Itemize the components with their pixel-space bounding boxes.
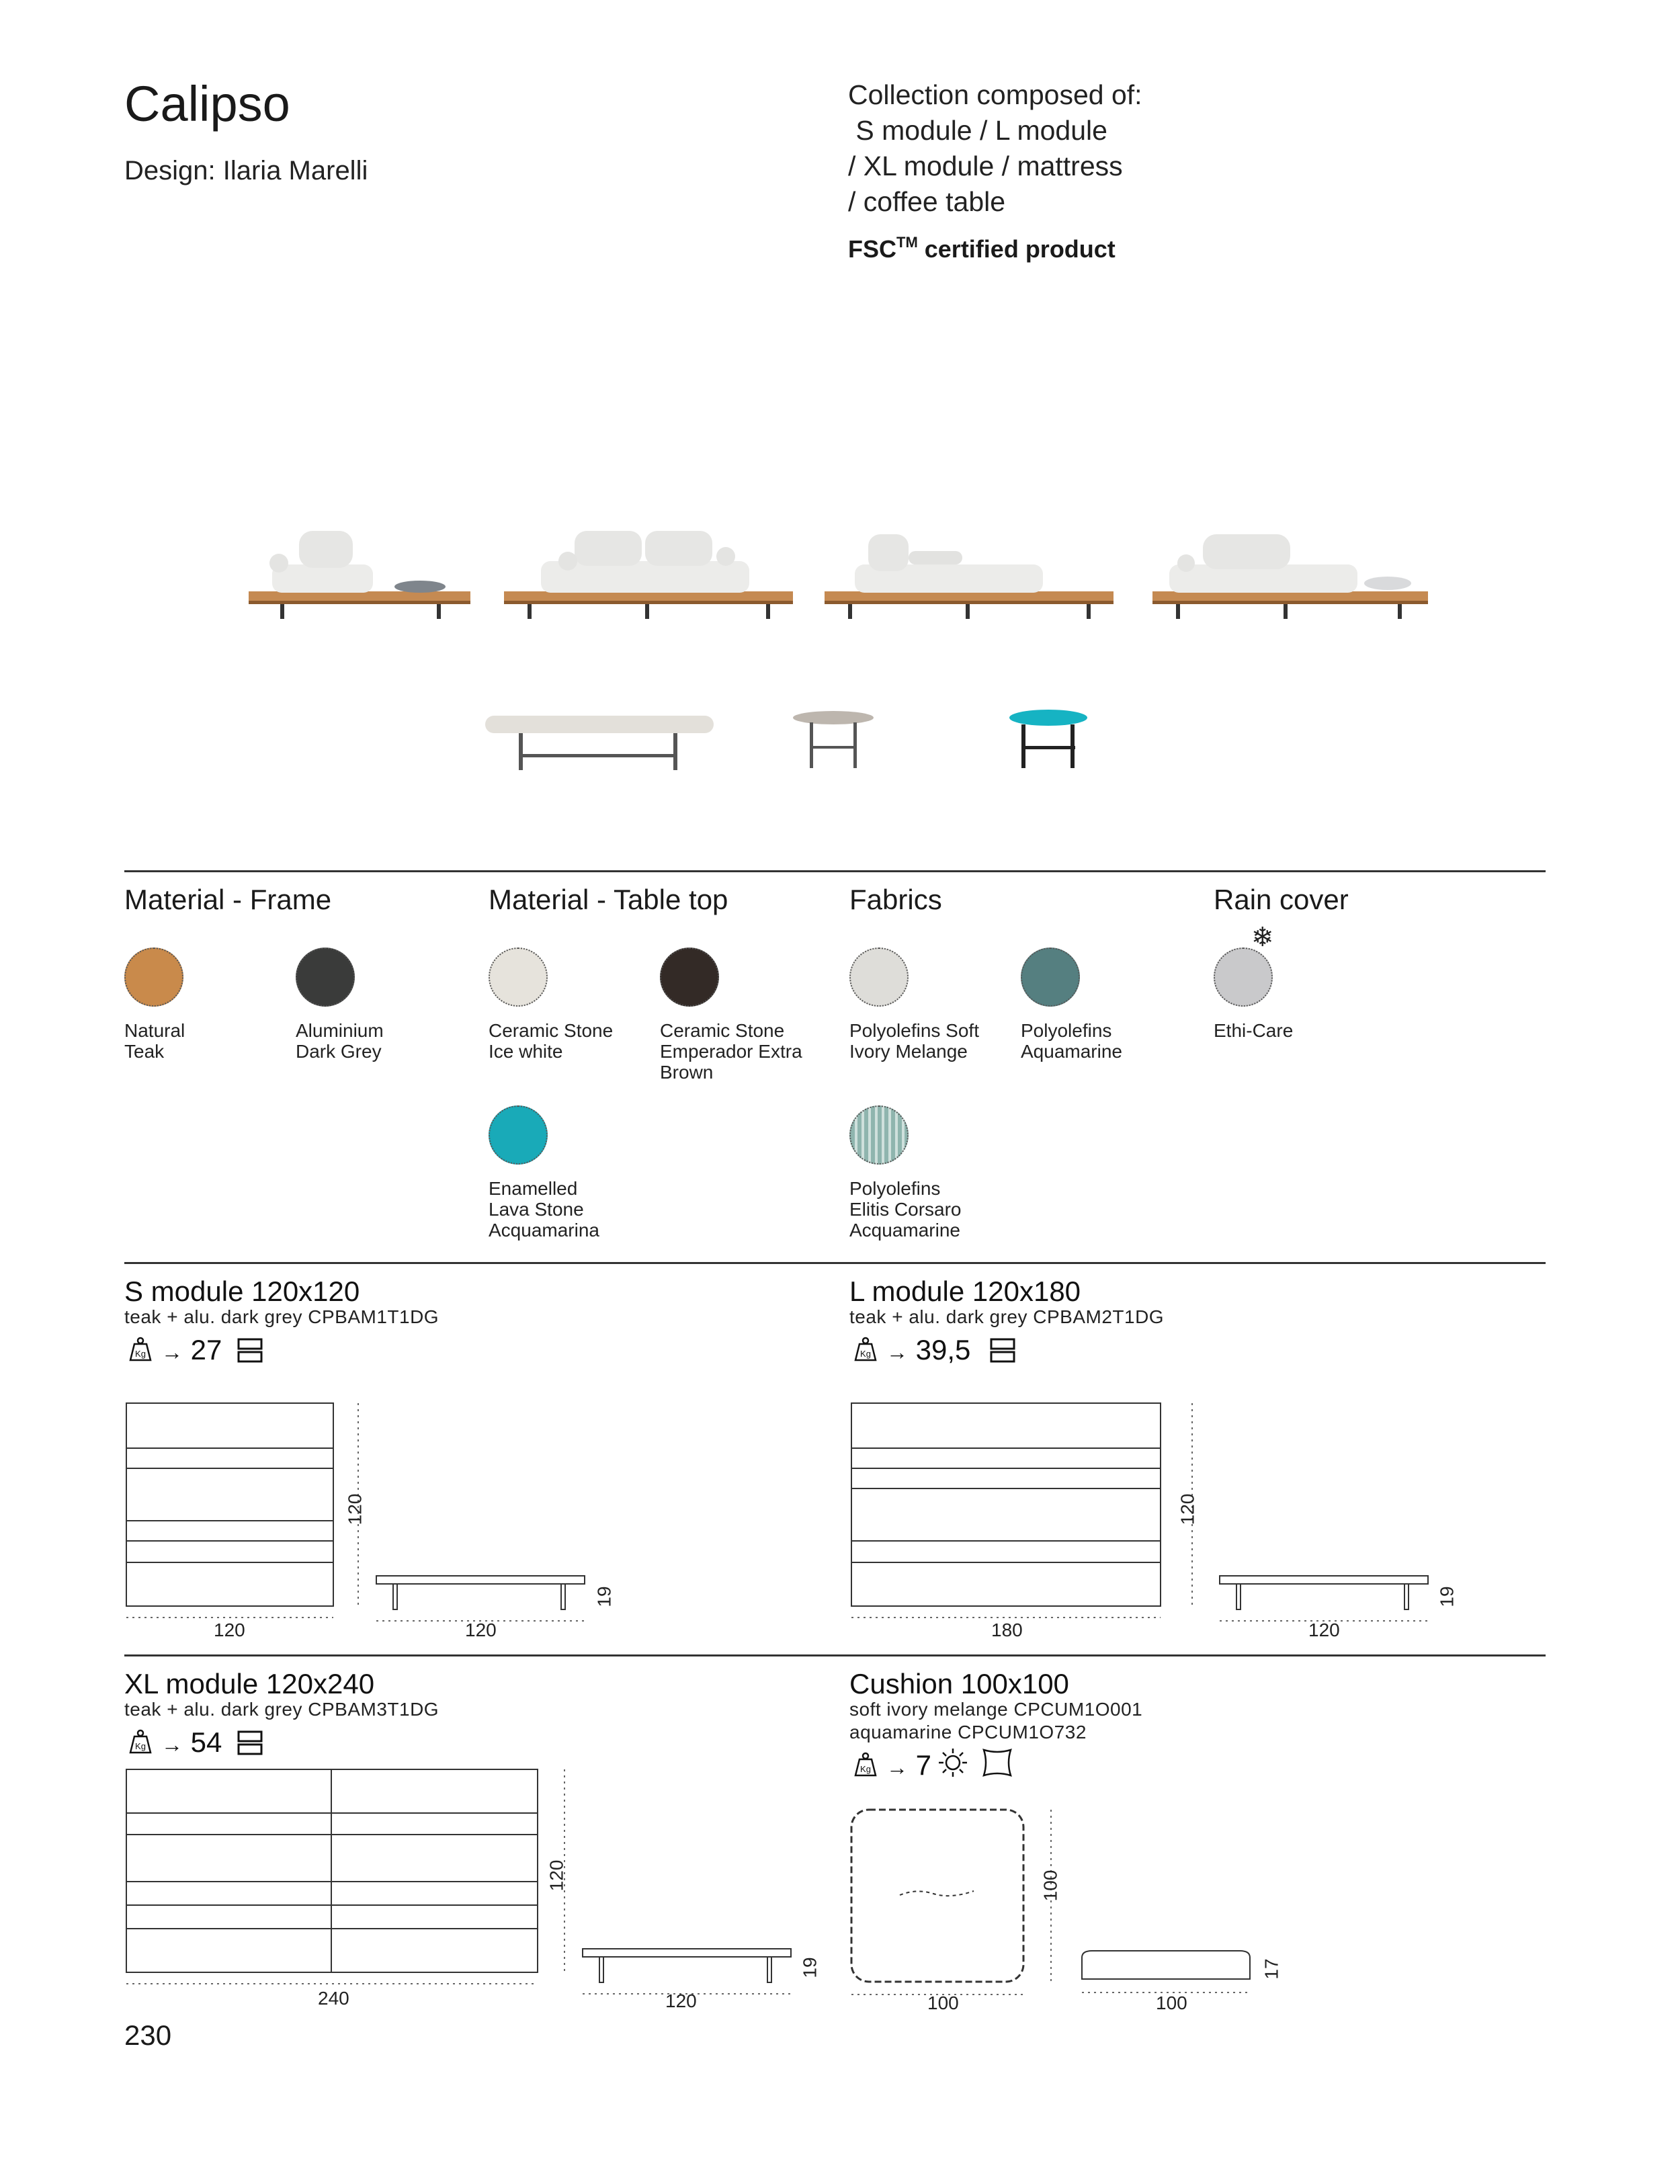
product-photo-sofa-1 bbox=[245, 524, 474, 625]
cushion-plan-drawing bbox=[849, 1808, 1064, 2003]
xl-module-title: XL module 120x240 bbox=[124, 1668, 375, 1699]
weight-value: → 27 bbox=[161, 1334, 222, 1366]
swatch-poly-aquamarine[interactable] bbox=[1021, 948, 1080, 1007]
snowflake-icon: ❄ bbox=[1251, 923, 1274, 952]
swatch-label: Polyolefins Soft Ivory Melange bbox=[849, 1020, 979, 1062]
svg-text:Kg: Kg bbox=[860, 1764, 871, 1774]
s-module-title: S module 120x120 bbox=[124, 1275, 360, 1307]
product-photo-coffee-table-long bbox=[478, 706, 720, 780]
collection-line: S module / L module bbox=[848, 115, 1107, 146]
l-module-code: teak + alu. dark grey CPBAM2T1DG bbox=[849, 1306, 1165, 1327]
l-module-side-drawing bbox=[1216, 1572, 1431, 1626]
dim-plan-width: 240 bbox=[318, 1988, 349, 2009]
kg-weight-icon bbox=[850, 1751, 881, 1778]
kg-weight-icon bbox=[125, 1728, 156, 1755]
swatch-label: Polyolefins Aquamarine bbox=[1021, 1020, 1122, 1062]
divider bbox=[124, 1654, 1546, 1656]
section-title-frame: Material - Frame bbox=[124, 884, 332, 915]
divider bbox=[124, 870, 1546, 872]
swatch-ceramic-ice-white[interactable] bbox=[489, 948, 548, 1007]
dim-plan-height: 120 bbox=[344, 1493, 366, 1525]
cushion-code-ivory: soft ivory melange CPCUM1O001 bbox=[849, 1699, 1143, 1720]
swatch-label: Aluminium Dark Grey bbox=[296, 1020, 384, 1062]
product-photo-sofa-3 bbox=[1149, 524, 1431, 625]
svg-text:Kg: Kg bbox=[860, 1349, 871, 1359]
swatch-ethi-care[interactable] bbox=[1214, 948, 1273, 1007]
dim-side-width: 120 bbox=[1308, 1620, 1340, 1640]
dim-side-height: 19 bbox=[1436, 1586, 1458, 1607]
product-photo-daybed bbox=[821, 524, 1117, 625]
cushion-side-drawing bbox=[1079, 1945, 1260, 1999]
collection-line: / XL module / mattress bbox=[848, 151, 1123, 181]
product-photo-coffee-table-aqua bbox=[1005, 706, 1092, 780]
swatch-natural-teak[interactable] bbox=[124, 948, 183, 1007]
dim-plan-height: 120 bbox=[1177, 1493, 1198, 1525]
page-number: 230 bbox=[124, 2019, 172, 2051]
kg-weight-icon bbox=[850, 1336, 881, 1363]
dim-side-height: 19 bbox=[799, 1957, 821, 1978]
sun-icon bbox=[937, 1747, 968, 1778]
dim-side-width: 120 bbox=[665, 1990, 697, 2011]
cushion-icon bbox=[981, 1747, 1013, 1778]
dim-side-height: 17 bbox=[1261, 1958, 1282, 1980]
page-title: Calipso bbox=[124, 76, 290, 132]
divider bbox=[124, 1262, 1546, 1264]
xl-module-code: teak + alu. dark grey CPBAM3T1DG bbox=[124, 1699, 439, 1720]
dim-plan-width: 100 bbox=[927, 1992, 959, 2013]
s-module-side-drawing bbox=[373, 1572, 588, 1626]
product-photo-coffee-table-round bbox=[790, 706, 877, 780]
dim-plan-width: 180 bbox=[991, 1620, 1023, 1640]
section-title-raincover: Rain cover bbox=[1214, 884, 1349, 915]
swatch-label: Enamelled Lava Stone Acquamarina bbox=[489, 1178, 599, 1241]
weight-value: → 39,5 bbox=[886, 1334, 971, 1366]
collection-line: / coffee table bbox=[848, 186, 1006, 217]
swatch-label: Ethi-Care bbox=[1214, 1020, 1294, 1041]
designer-credit: Design: Ilaria Marelli bbox=[124, 156, 368, 185]
section-title-tabletop: Material - Table top bbox=[489, 884, 728, 915]
packaging-icon bbox=[237, 1730, 263, 1757]
swatch-label: Natural Teak bbox=[124, 1020, 185, 1062]
packaging-icon bbox=[989, 1337, 1016, 1364]
svg-text:Kg: Kg bbox=[135, 1349, 146, 1359]
s-module-plan-drawing bbox=[124, 1401, 339, 1630]
swatch-label: Ceramic Stone Ice white bbox=[489, 1020, 614, 1062]
s-module-code: teak + alu. dark grey CPBAM1T1DG bbox=[124, 1306, 439, 1327]
fsc-certification: FSC™ certified product bbox=[848, 234, 1116, 263]
svg-text:Kg: Kg bbox=[135, 1741, 146, 1751]
swatch-poly-ivory-melange[interactable] bbox=[849, 948, 909, 1007]
kg-weight-icon bbox=[125, 1336, 156, 1363]
collection-description bbox=[848, 77, 1318, 220]
weight-value: → 54 bbox=[161, 1726, 222, 1758]
swatch-poly-elitis-corsaro[interactable] bbox=[849, 1105, 909, 1165]
cushion-title: Cushion 100x100 bbox=[849, 1668, 1069, 1699]
swatch-label: Polyolefins Elitis Corsaro Acquamarine bbox=[849, 1178, 962, 1241]
dim-plan-height: 100 bbox=[1040, 1870, 1061, 1902]
swatch-ceramic-emperador[interactable] bbox=[660, 948, 719, 1007]
cushion-code-aquamarine: aquamarine CPCUM1O732 bbox=[849, 1722, 1087, 1742]
collection-line: Collection composed of: bbox=[848, 79, 1142, 110]
section-title-fabrics: Fabrics bbox=[849, 884, 942, 915]
dim-side-width: 100 bbox=[1156, 1992, 1187, 2013]
xl-module-plan-drawing bbox=[124, 1767, 568, 1996]
l-module-title: L module 120x180 bbox=[849, 1275, 1081, 1307]
product-photo-sofa-2 bbox=[501, 524, 796, 625]
swatch-aluminium-dark-grey[interactable] bbox=[296, 948, 355, 1007]
dim-plan-width: 120 bbox=[214, 1620, 245, 1640]
packaging-icon bbox=[237, 1337, 263, 1364]
dim-side-width: 120 bbox=[465, 1620, 497, 1640]
l-module-plan-drawing bbox=[849, 1401, 1199, 1630]
swatch-label: Ceramic Stone Emperador Extra Brown bbox=[660, 1020, 802, 1083]
dim-side-height: 19 bbox=[593, 1586, 615, 1607]
dim-plan-height: 120 bbox=[546, 1859, 567, 1892]
weight-value: → 7 bbox=[886, 1749, 932, 1781]
swatch-lava-acquamarina[interactable] bbox=[489, 1105, 548, 1165]
